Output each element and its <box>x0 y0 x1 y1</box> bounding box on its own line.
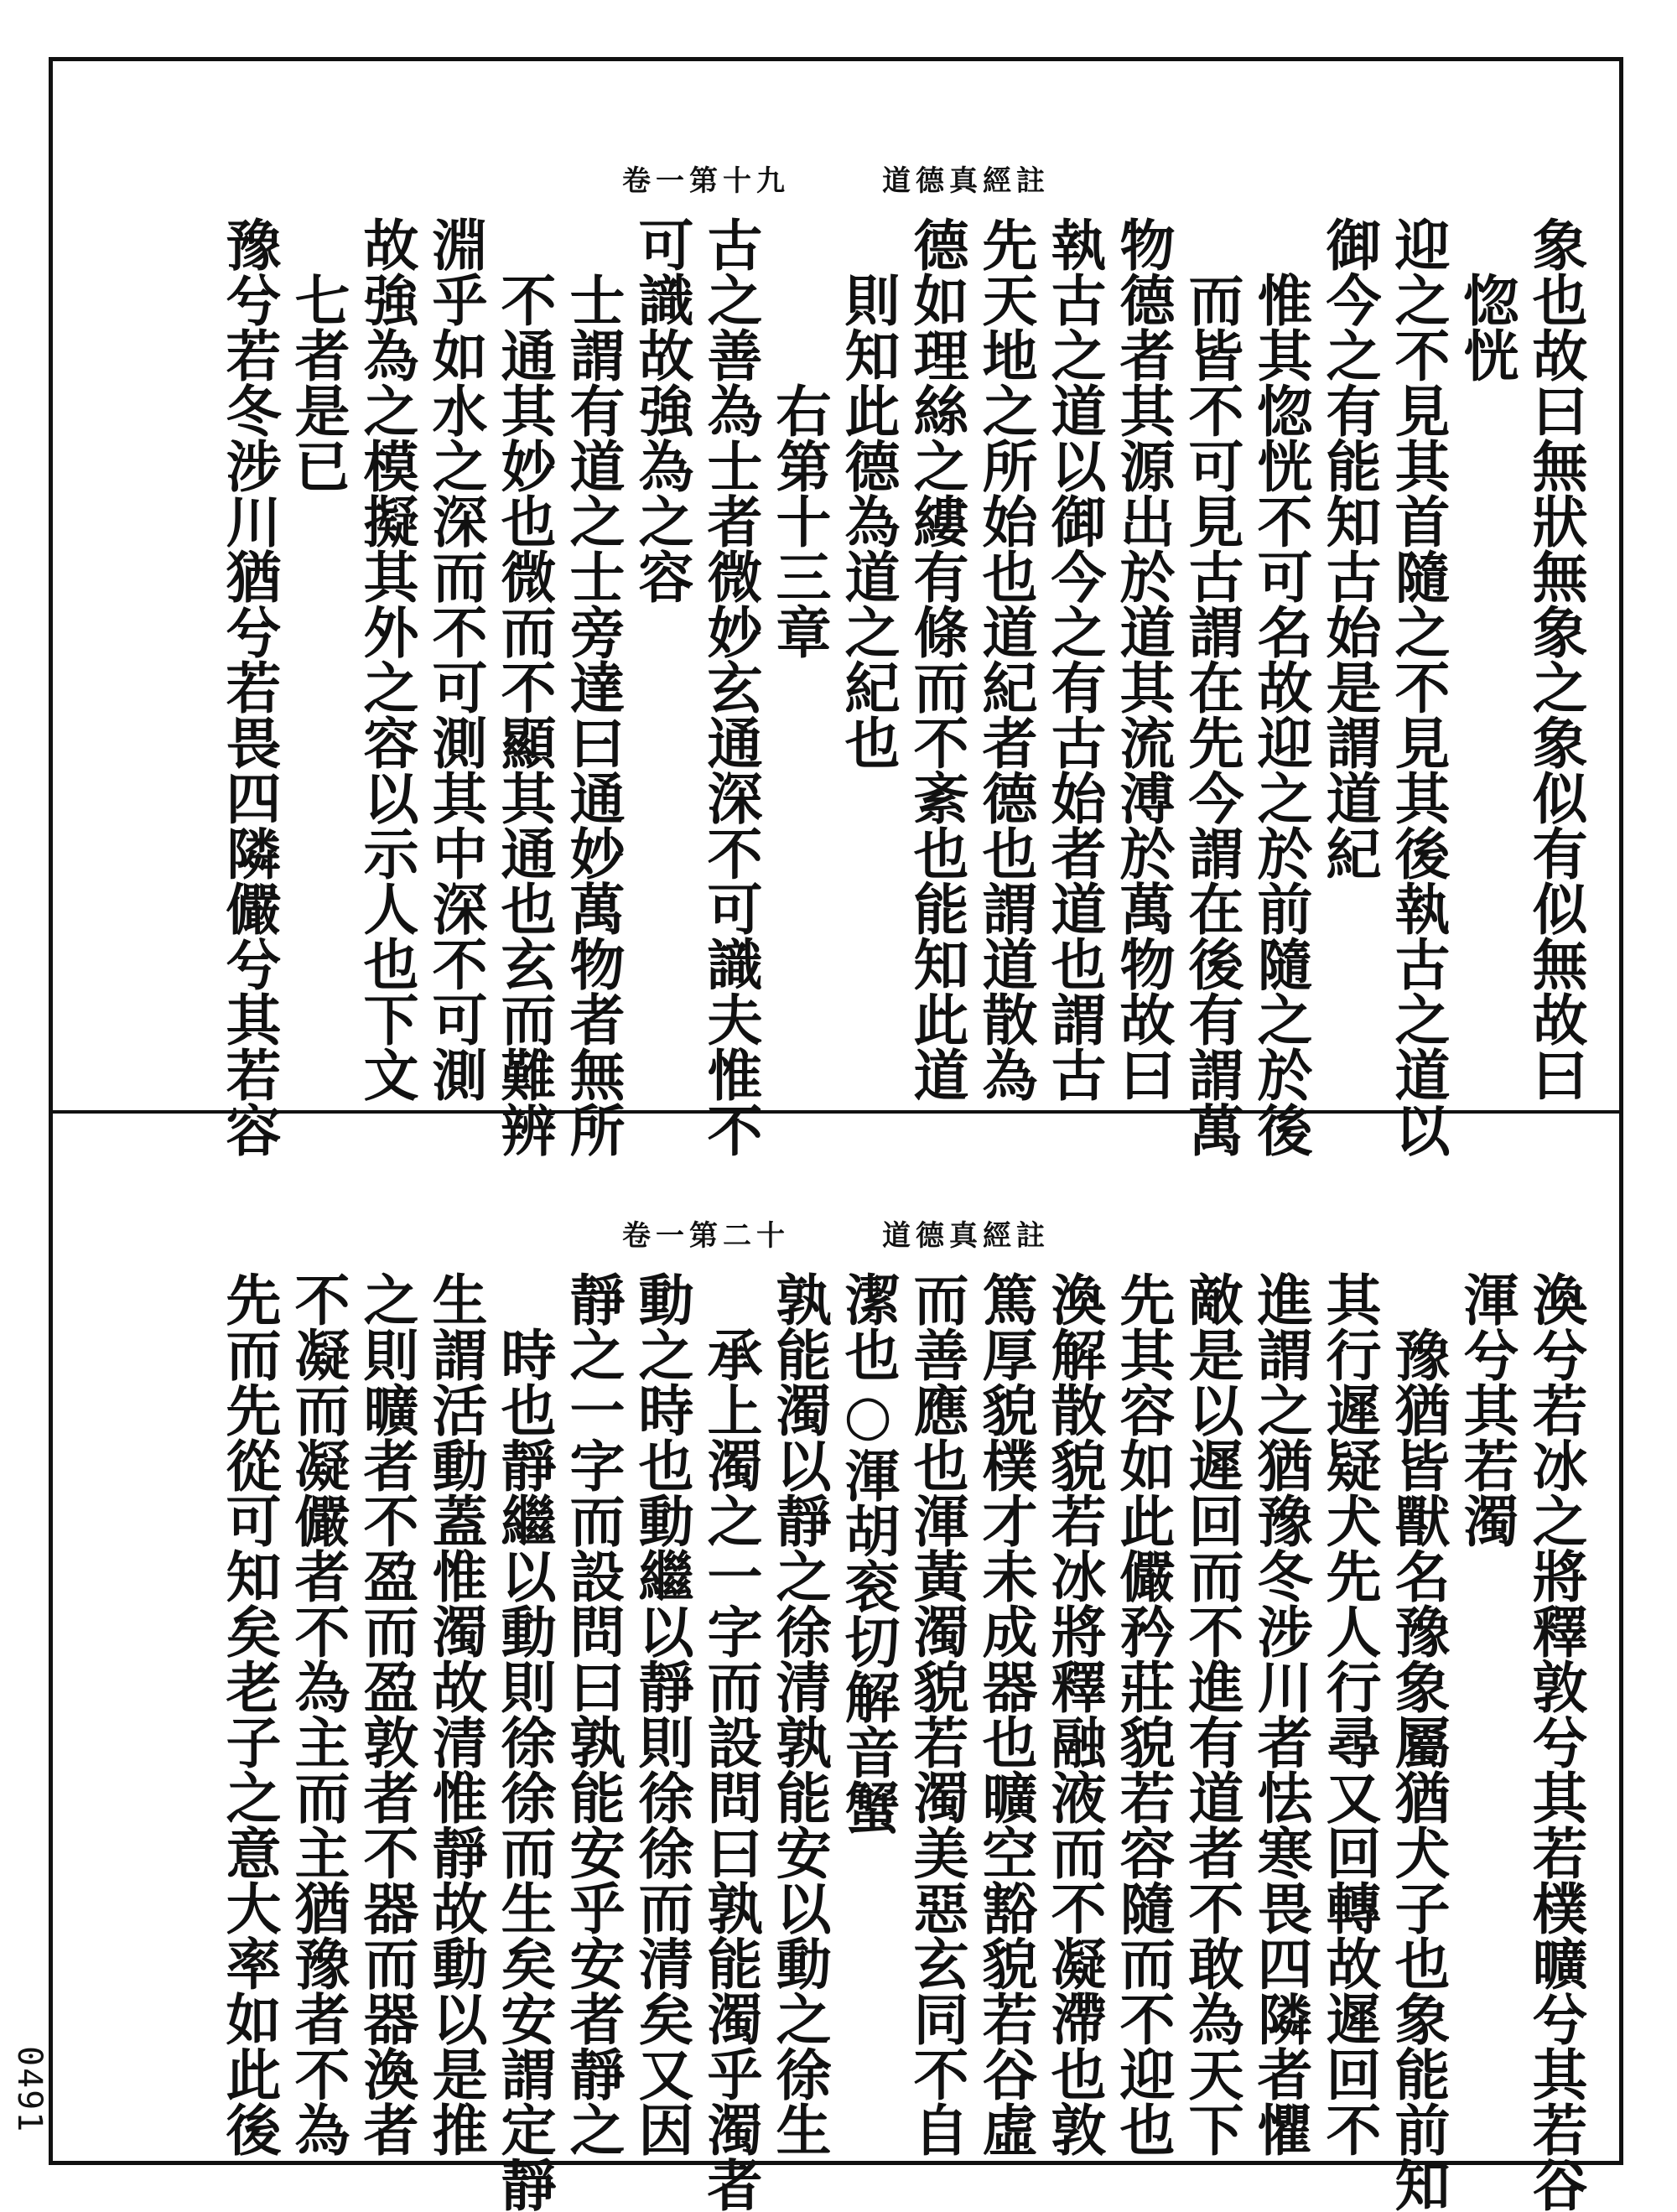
text-column: 動之時也動繼以靜則徐徐而清矣又因 <box>629 1271 694 2157</box>
text-column: 象也故曰無狀無象之象似有似無故曰 <box>1523 216 1588 1102</box>
top-header-volume: 卷一第十九 <box>622 164 790 198</box>
bottom-text-columns <box>215 1271 1590 2212</box>
bottom-header <box>49 1212 1623 1254</box>
text-column: 執古之道以御今之有古始者道也謂古 <box>1041 216 1107 1102</box>
text-column: 故強為之模擬其外之容以示人也下文 <box>354 216 419 1102</box>
text-column: 之則曠者不盈而盈敦者不器而器渙者 <box>354 1271 419 2157</box>
text-column: 先天地之所始也道紀者德也謂道散為 <box>973 216 1038 1102</box>
text-column: 篤厚貌樸才未成器也曠空豁貌若谷虛 <box>973 1271 1038 2157</box>
text-column: 渾兮其若濁 <box>1454 1271 1519 1548</box>
text-column: 德如理絲之縷有條而不紊也能知此道 <box>904 216 969 1102</box>
text-column: 迎之不見其首隨之不見其後執古之道以 <box>1385 216 1451 1157</box>
text-column: 而皆不可見古謂在先今謂在後有謂萬 <box>1179 272 1244 1157</box>
text-column: 七者是已 <box>285 272 350 493</box>
bottom-panel <box>49 1112 1623 2212</box>
text-column: 不通其妙也微而不顯其通也玄而難辨 <box>491 272 557 1157</box>
page-number: 0491 <box>10 2046 49 2134</box>
text-column: 先而先從可知矣老子之意大率如此後 <box>216 1271 282 2157</box>
text-column: 可識故強為之容 <box>629 216 694 604</box>
text-column: 渙兮若冰之將釋敦兮其若樸曠兮其若谷 <box>1523 1271 1588 2212</box>
text-column: 孰能濁以靜之徐清孰能安以動之徐生 <box>766 1271 832 2157</box>
text-column: 時也靜繼以動則徐徐而生矣安謂定靜 <box>491 1327 557 2212</box>
text-column: 潔也○渾胡衮切解音蟹 <box>835 1271 901 1835</box>
text-column: 淵乎如水之深而不可測其中深不可測 <box>423 216 488 1102</box>
top-header <box>49 158 1623 199</box>
text-column: 進謂之猶豫冬涉川者怯寒畏四隣者懼 <box>1248 1271 1313 2157</box>
top-header-title: 道德真經註 <box>882 164 1050 198</box>
text-column: 豫猶皆獸名豫象屬猶犬子也象能前知 <box>1385 1327 1451 2212</box>
text-column: 惟其惚恍不可名故迎之於前隨之於後 <box>1248 272 1313 1157</box>
text-column: 生謂活動蓋惟濁故清惟靜故動以是推 <box>423 1271 488 2157</box>
bottom-header-volume: 卷一第二十 <box>622 1219 790 1253</box>
text-column: 士謂有道之士旁達曰通妙萬物者無所 <box>560 272 626 1157</box>
top-text-columns <box>215 216 1590 1157</box>
chapter-heading: 右第十三章 <box>766 382 832 659</box>
text-column: 御今之有能知古始是謂道紀 <box>1316 216 1382 880</box>
text-column: 惚恍 <box>1454 272 1519 382</box>
text-column: 而善應也渾黃濁貌若濁美惡玄同不自 <box>904 1271 969 2157</box>
bottom-header-title: 道德真經註 <box>882 1219 1050 1253</box>
text-column: 靜之一字而設問曰孰能安乎安者靜之 <box>560 1271 626 2157</box>
text-column: 豫兮若冬涉川猶兮若畏四隣儼兮其若容 <box>216 216 282 1157</box>
text-column: 物德者其源出於道其流溥於萬物故曰 <box>1110 216 1176 1102</box>
text-column: 先其容如此儼矜莊貌若容隨而不迎也 <box>1110 1271 1176 2157</box>
text-column: 承上濁之一字而設問曰孰能濁乎濁者 <box>698 1327 763 2212</box>
text-column: 渙解散貌若冰將釋融液而不凝滯也敦 <box>1041 1271 1107 2157</box>
text-column: 古之善為士者微妙玄通深不可識夫惟不 <box>698 216 763 1157</box>
top-panel <box>49 57 1623 1157</box>
text-column: 其行遲疑犬先人行尋又回轉故遲回不 <box>1316 1271 1382 2157</box>
text-column: 不凝而凝儼者不為主而主猶豫者不為 <box>285 1271 350 2157</box>
text-column: 則知此德為道之紀也 <box>835 272 901 770</box>
text-column: 敵是以遲回而不進有道者不敢為天下 <box>1179 1271 1244 2157</box>
